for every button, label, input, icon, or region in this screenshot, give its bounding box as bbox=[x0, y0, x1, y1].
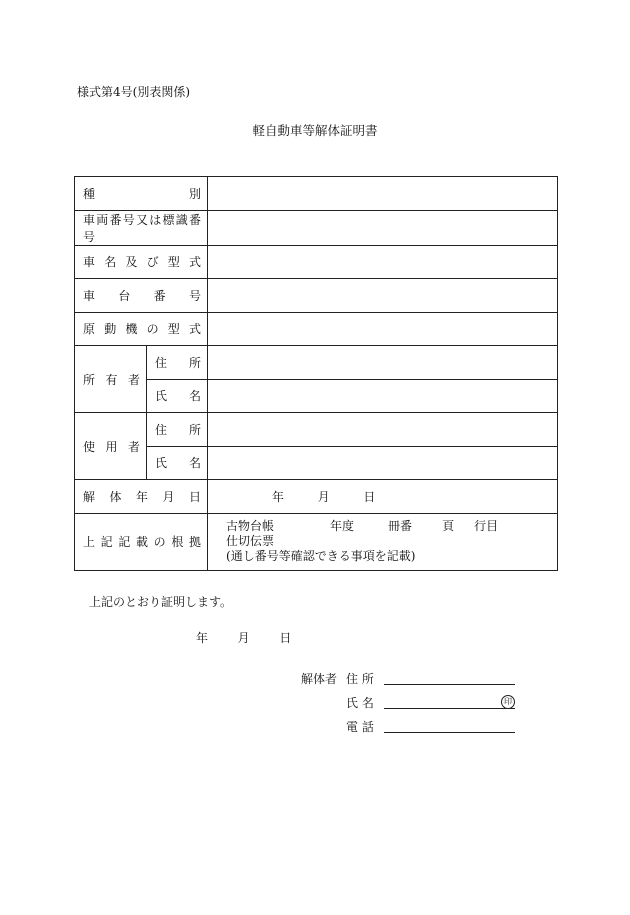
user-name-label-cell bbox=[147, 446, 208, 480]
name-model-label-cell bbox=[75, 245, 208, 279]
dismantle-date-label-cell bbox=[75, 480, 208, 514]
dismantle-date-value-cell[interactable] bbox=[208, 480, 558, 514]
document-title: 軽自動車等解体証明書 bbox=[252, 123, 378, 138]
owner-label-cell bbox=[75, 346, 147, 413]
issue-month-unit: 月 bbox=[237, 631, 250, 645]
issue-date-line bbox=[196, 629, 291, 646]
user-address-label-cell bbox=[147, 413, 208, 447]
owner-name-label: 氏名 bbox=[155, 389, 202, 404]
chassis-label-cell bbox=[75, 279, 208, 313]
seal-mark-icon: 印 bbox=[501, 695, 515, 709]
user-label: 使用者 bbox=[83, 439, 140, 454]
owner-name-label-cell bbox=[147, 379, 208, 413]
basis-label-cell bbox=[75, 513, 208, 570]
user-label-cell bbox=[75, 413, 147, 480]
owner-address-value-cell[interactable] bbox=[208, 346, 558, 380]
engine-label-cell bbox=[75, 312, 208, 346]
user-address-value-cell[interactable] bbox=[208, 413, 558, 447]
owner-label: 所有者 bbox=[83, 372, 140, 387]
user-name-label: 氏名 bbox=[155, 456, 202, 471]
name-model-value-cell[interactable] bbox=[208, 245, 558, 279]
vehicle-name-model-label: 車名及び型式 bbox=[83, 255, 202, 270]
dismantle-date-label: 解体年月日 bbox=[83, 489, 202, 504]
ledger-line bbox=[226, 519, 557, 534]
signer-address-line[interactable] bbox=[384, 684, 515, 685]
fiscal-year-unit: 年度 bbox=[330, 519, 355, 533]
form-number-label: 様式第4号(別表関係) bbox=[77, 85, 190, 99]
row-unit: 行目 bbox=[474, 519, 499, 533]
plate-label-cell bbox=[75, 210, 208, 245]
chassis-number-value-cell[interactable] bbox=[208, 279, 558, 313]
certification-statement: 上記のとおり証明します。 bbox=[89, 595, 233, 609]
dismantle-year-unit: 年 bbox=[272, 489, 285, 504]
signer-phone-label: 電 話 bbox=[346, 720, 374, 734]
dismantler-label: 解体者 bbox=[301, 672, 338, 686]
basis-value-cell[interactable] bbox=[208, 513, 558, 570]
user-name-value-cell[interactable] bbox=[208, 446, 558, 480]
chassis-number-label: 車台番号 bbox=[83, 288, 202, 303]
user-address-label: 住所 bbox=[155, 422, 202, 437]
issue-day-unit: 日 bbox=[279, 631, 292, 645]
signer-address-label: 住 所 bbox=[346, 672, 374, 686]
type-value-cell[interactable] bbox=[208, 177, 558, 211]
engine-model-value-cell[interactable] bbox=[208, 312, 558, 346]
certificate-table bbox=[74, 176, 558, 571]
dismantle-month-unit: 月 bbox=[317, 489, 330, 504]
type-label: 種別 bbox=[83, 186, 202, 201]
signer-phone-line[interactable] bbox=[384, 732, 515, 733]
owner-address-label-cell bbox=[147, 346, 208, 380]
basis-label: 上記記載の根拠 bbox=[83, 535, 202, 549]
owner-address-label: 住所 bbox=[155, 355, 202, 370]
plate-number-value-cell[interactable] bbox=[208, 210, 558, 245]
basis-note: (通し番号等確認できる事項を記載) bbox=[226, 549, 416, 563]
signer-name-line[interactable] bbox=[384, 708, 515, 709]
plate-number-label: 車両番号又は標識番号 bbox=[83, 212, 202, 244]
type-label-cell bbox=[75, 177, 208, 211]
dismantle-day-unit: 日 bbox=[363, 489, 376, 504]
signer-name-label: 氏 名 bbox=[346, 696, 374, 710]
owner-name-value-cell[interactable] bbox=[208, 379, 558, 413]
slip-label: 仕切伝票 bbox=[226, 534, 275, 548]
ledger-label: 古物台帳 bbox=[226, 519, 275, 533]
issue-year-unit: 年 bbox=[196, 631, 209, 645]
volume-unit: 冊番 bbox=[388, 519, 413, 533]
engine-model-label: 原動機の型式 bbox=[83, 322, 202, 337]
page-unit: 頁 bbox=[442, 519, 455, 533]
